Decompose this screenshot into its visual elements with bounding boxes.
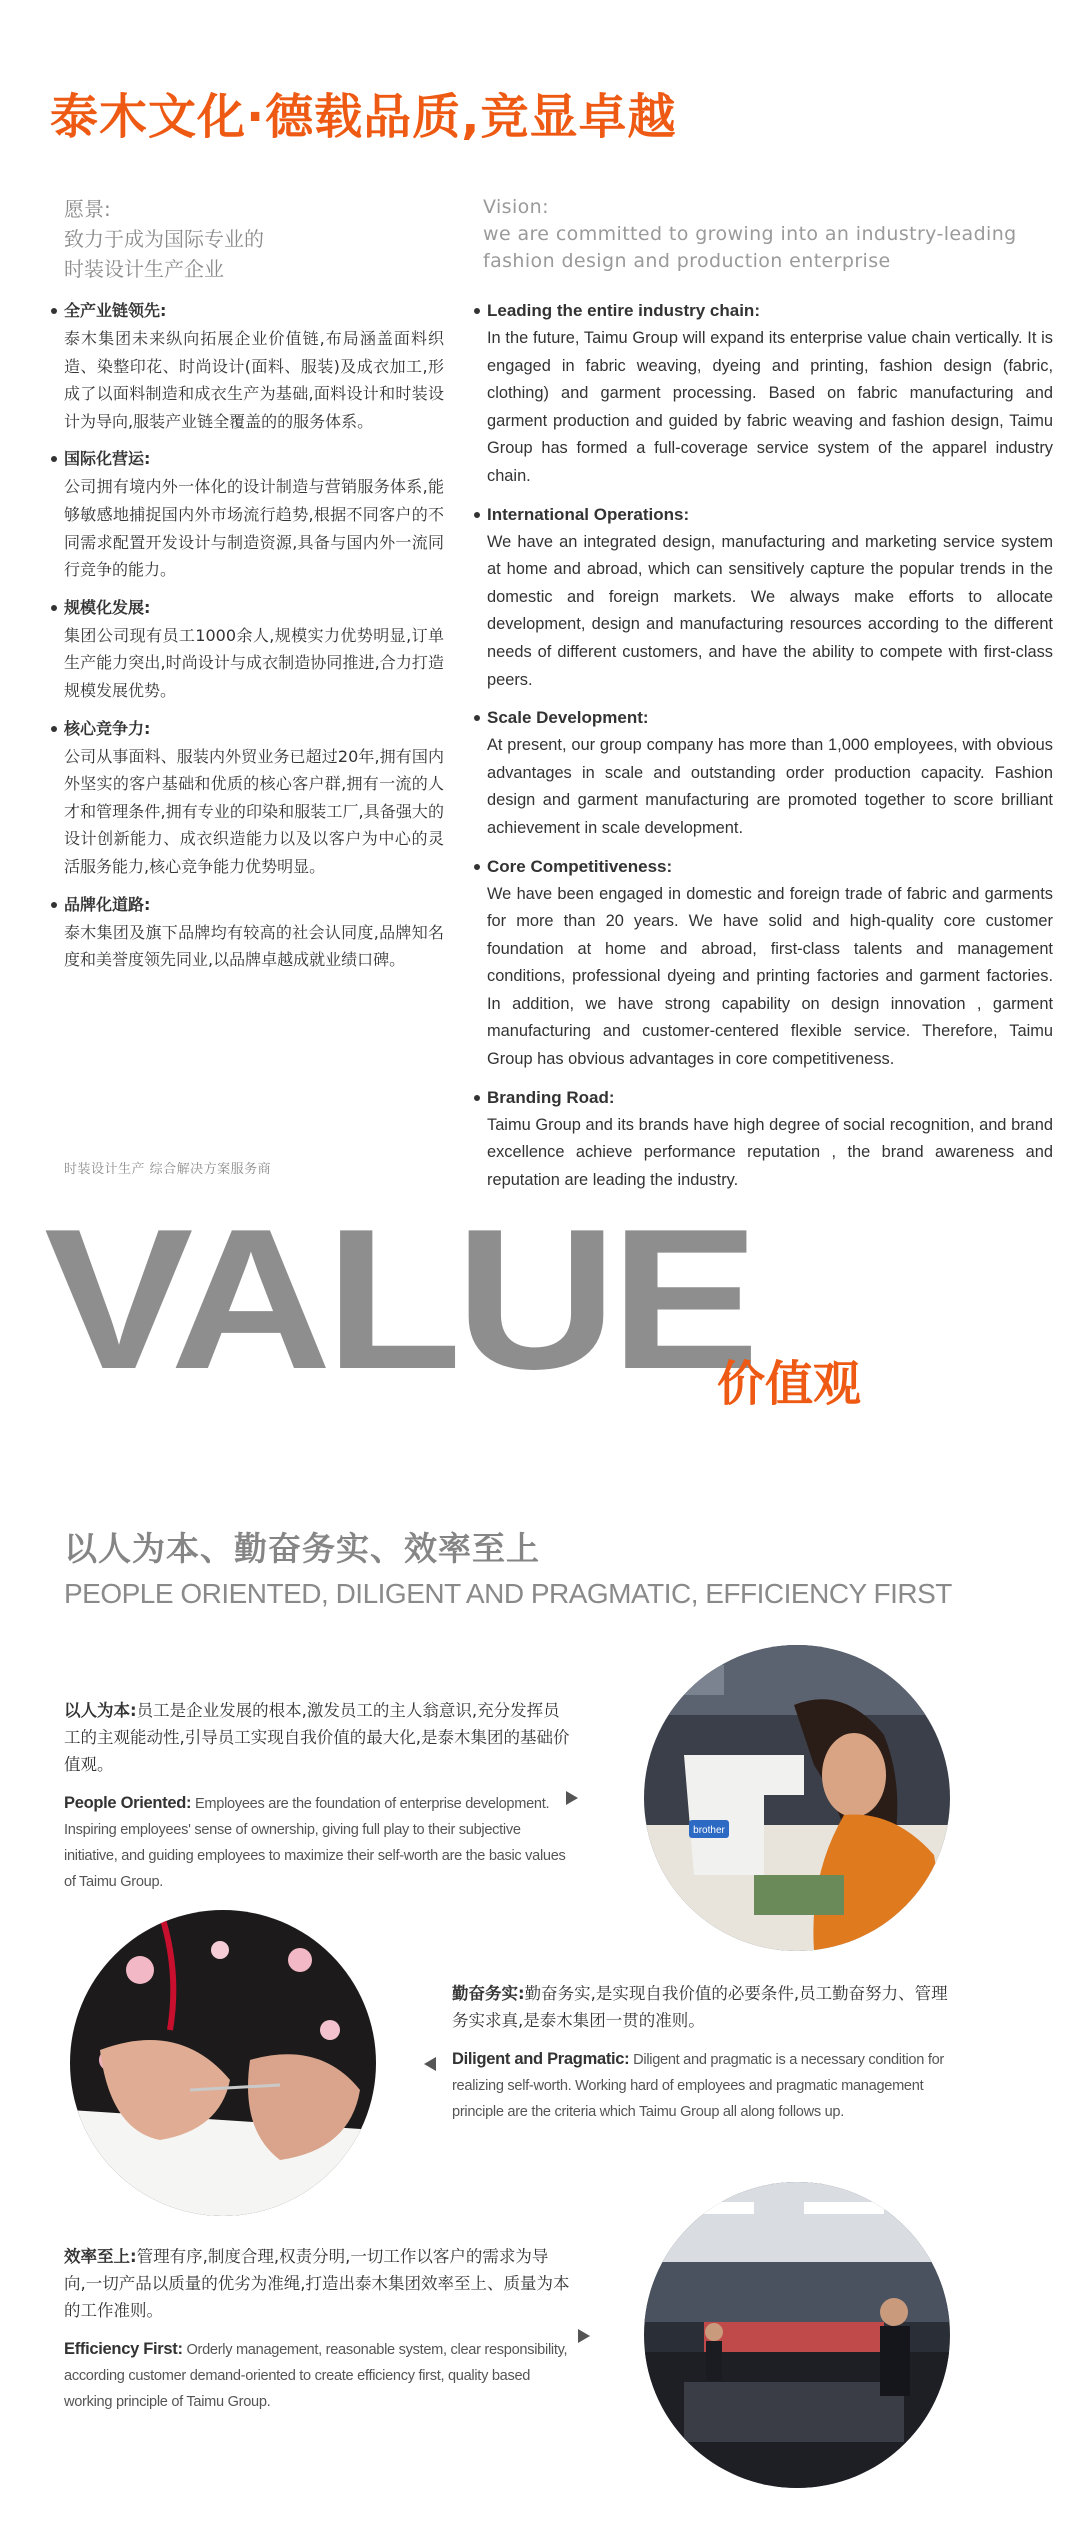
photo-sewing-worker	[644, 1645, 950, 1951]
arrow-left-icon	[424, 2057, 436, 2071]
value-en-body: Diligent and pragmatic is a necessary condition for realizing self-worth. Working hard of employees and pragmatic management principle are the criteria which Taimu Group all along follows up.	[452, 2052, 944, 2120]
point-text: We have an integrated design, manufacturing and marketing service system at home and abroad, which can sensitively capture the popular trends in the domestic and foreign markets. We always make efforts to allocate development, design and manufacturing resources according to the different needs of different customers, and have the ability to compete with first-class peers.	[487, 532, 1053, 689]
arrow-right-icon	[578, 2329, 590, 2343]
point-cn-item	[64, 297, 444, 435]
point-heading: International Operations:	[487, 504, 690, 524]
value-block-diligent	[452, 1980, 964, 2125]
value-en-heading: People Oriented:	[64, 1794, 192, 1812]
point-text: 泰木集团未来纵向拓展企业价值链,布局涵盖面料织造、染整印花、时尚设计(面料、服装)及成衣加工,形成了以面料制造和成衣生产为基础,面料设计和时装设计为导向,服装产业链全覆盖的的服务体系。	[64, 329, 444, 431]
point-text: 集团公司现有员工1000余人,规模实力优势明显,订单生产能力突出,时尚设计与成衣制造协同推进,合力打造规模发展优势。	[64, 625, 444, 700]
photo-hands-sewing	[70, 1910, 376, 2216]
value-heading-cn: 价值观	[717, 1356, 862, 1412]
slogan-cn: 以人为本、勤奋务实、效率至上	[64, 1529, 540, 1568]
point-text: 公司从事面料、服装内外贸业务已超过20年,拥有国内外坚实的客户基础和优质的核心客户群,拥有一流的人才和管理条件,拥有专业的印染和服装工厂,具备强大的设计创新能力、成衣织造能力以及以客户为中心的灵活服务能力,核心竞争能力优势明显。	[64, 746, 444, 876]
machine-brand-label: brother	[693, 1825, 725, 1836]
point-cn-item	[64, 715, 444, 881]
point-heading: Branding Road:	[487, 1087, 615, 1107]
point-text: At present, our group company has more than 1,000 employees, with obvious advantages in scale and outstanding order production capacity. Fashion design and garment manufacturing are promoted together to score brilliant achievement in scale development.	[487, 736, 1053, 837]
value-en-heading: Diligent and Pragmatic:	[452, 2050, 630, 2068]
point-heading: 全产业链领先:	[64, 301, 167, 320]
value-cn-text	[452, 1980, 964, 2034]
point-heading: 核心竞争力:	[64, 718, 151, 738]
service-tagline: 时装设计生产 综合解决方案服务商	[64, 1162, 272, 1177]
value-cn-heading: 效率至上:	[64, 2247, 137, 2266]
point-heading: Core Competitiveness:	[487, 856, 673, 876]
value-cn-body: 员工是企业发展的根本,激发员工的主人翁意识,充分发挥员工的主观能动性,引导员工实现自我价值的最大化,是泰木集团的基础价值观。	[64, 1701, 570, 1774]
slogan-en: PEOPLE ORIENTED, DILIGENT AND PRAGMATIC, EFFICIENCY FIRST	[64, 1578, 952, 1609]
vision-en-line: Vision:	[483, 196, 549, 218]
value-cn-body: 勤奋务实,是实现自我价值的必要条件,员工勤奋努力、管理务实求真,是泰木集团一贯的准则。	[452, 1984, 948, 2030]
value-cn-heading: 勤奋务实:	[452, 1984, 525, 2003]
value-en-heading: Efficiency First:	[64, 2340, 183, 2358]
vision-en-line: fashion design and production enterprise	[483, 250, 891, 272]
vision-cn	[64, 194, 484, 284]
point-heading: 规模化发展:	[64, 597, 151, 617]
point-en-item	[487, 1084, 1053, 1195]
point-heading: 品牌化道路:	[64, 894, 151, 914]
point-text: Taimu Group and its brands have high degree of social recognition, and brand excellence achieve performance reputation , the brand awareness and reputation are leading the industry.	[487, 1115, 1053, 1189]
point-en-item	[487, 297, 1053, 491]
point-text: We have been engaged in domestic and foreign trade of fabric and garments for more than 20 years. We have solid and high-quality core customer foundation at home and abroad, first-class talents and management conditions, professional dyeing and printing factories and garment factories. In addition, we have strong capability on design innovation , garment manufacturing and customer-centered flexible service. Therefore, Taimu Group has obvious advantages in core competitiveness.	[487, 884, 1053, 1069]
value-block-efficiency	[64, 2243, 570, 2415]
value-en-body: Orderly management, reasonable system, clear responsibility, according customer demand-oriented to create efficiency first, quality based working principle of Taimu Group.	[64, 2342, 568, 2410]
point-heading: 国际化营运:	[64, 449, 151, 469]
vision-en-line: we are committed to growing into an industry-leading	[483, 223, 1017, 245]
point-heading: Scale Development:	[487, 708, 649, 728]
point-en-item	[487, 853, 1053, 1074]
value-en-body: Employees are the foundation of enterprise development. Inspiring employees' sense of ownership, giving full play to their subjective initiative, and guiding employees to maximize their self-worth are the basic values of Taimu Group.	[64, 1796, 566, 1890]
photo-cutting-workshop	[644, 2182, 950, 2488]
value-en-text	[64, 2336, 570, 2415]
value-heading: VALUE	[44, 1188, 753, 1411]
point-text: 公司拥有境内外一体化的设计制造与营销服务体系,能够敏感地捕捉国内外市场流行趋势,根据不同客户的不同需求配置开发设计与制造资源,具备与国内外一流同行竞争的能力。	[64, 477, 444, 580]
points-en	[487, 297, 1053, 1204]
value-cn-text	[64, 1697, 570, 1778]
value-cn-heading: 以人为本:	[64, 1701, 137, 1720]
vision-cn-line: 时装设计生产企业	[64, 257, 224, 281]
point-text: In the future, Taimu Group will expand its enterprise value chain vertically. It is engaged in fabric weaving, dyeing and printing, fashion design (fabric, clothing) and garment processing. Based on fabric manufacturing and garment production and guided by fabric weaving and fashion design, Taimu Group has formed a full-coverage service system of the apparel industry chain.	[487, 329, 1053, 485]
point-cn-item	[64, 445, 444, 583]
point-en-item	[487, 501, 1053, 695]
value-block-people	[64, 1697, 570, 1895]
vision-en	[483, 194, 1043, 275]
value-cn-text	[64, 2243, 570, 2324]
point-heading: Leading the entire industry chain:	[487, 301, 760, 320]
point-en-item	[487, 704, 1053, 842]
arrow-right-icon	[566, 1791, 578, 1805]
vision-cn-line: 致力于成为国际专业的	[64, 227, 264, 251]
value-en-text	[452, 2046, 964, 2125]
point-cn-item	[64, 891, 444, 974]
point-text: 泰木集团及旗下品牌均有较高的社会认同度,品牌知名度和美誉度领先同业,以品牌卓越成就业绩口碑。	[64, 922, 444, 970]
page-title: 泰木文化·德载品质,竞显卓越	[50, 89, 677, 145]
value-cn-body: 管理有序,制度合理,权责分明,一切工作以客户的需求为导向,一切产品以质量的优劣为准绳,打造出泰木集团效率至上、质量为本的工作准则。	[64, 2247, 570, 2320]
points-cn	[64, 297, 444, 984]
vision-cn-line: 愿景:	[64, 197, 111, 221]
value-en-text	[64, 1790, 570, 1895]
point-cn-item	[64, 594, 444, 705]
